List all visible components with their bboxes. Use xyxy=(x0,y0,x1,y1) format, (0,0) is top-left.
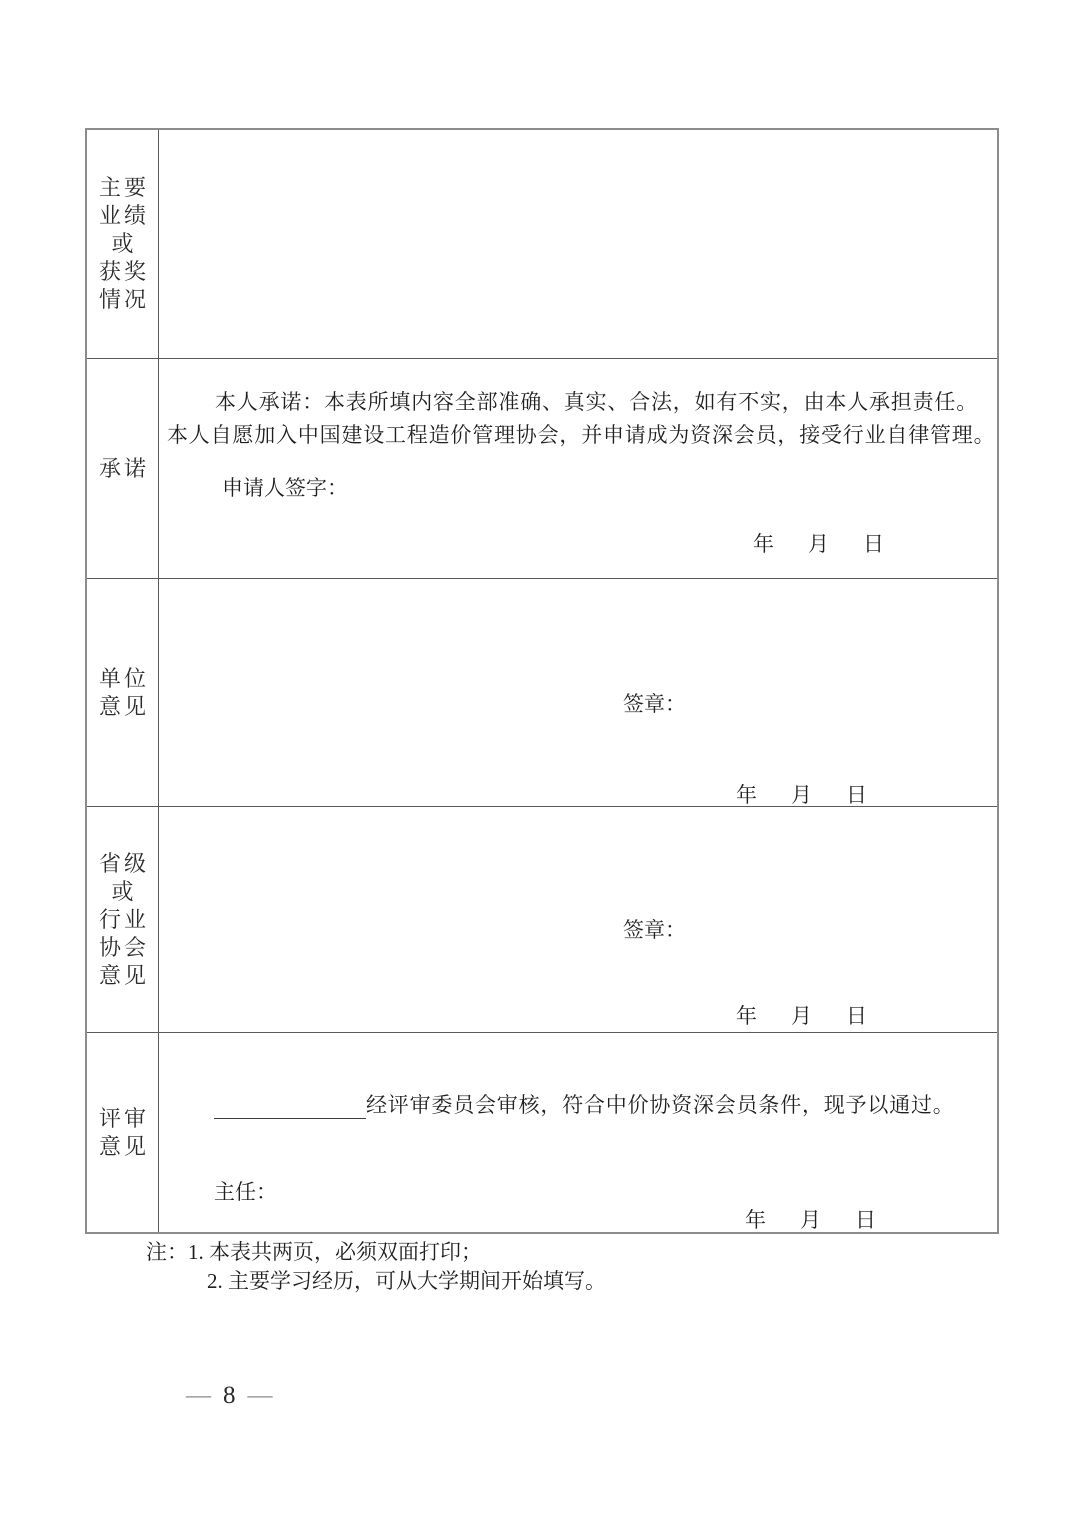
provincial-opinion-content-cell xyxy=(159,806,997,1032)
year-label: 年 xyxy=(745,1208,766,1232)
provincial-opinion-label-line: 意见 xyxy=(98,962,149,988)
unit-opinion-date-line xyxy=(736,779,867,809)
unit-opinion-label xyxy=(96,665,149,721)
membership-form-table xyxy=(85,128,999,1234)
year-label: 年 xyxy=(736,783,757,807)
applicant-signature-label: 申请人签字： xyxy=(222,476,348,500)
review-opinion-date-line xyxy=(745,1204,876,1234)
provincial-opinion-label-line: 省级 xyxy=(98,850,149,876)
unit-opinion-content-cell xyxy=(159,578,997,806)
unit-opinion-label-cell xyxy=(87,578,159,806)
month-label: 月 xyxy=(791,1004,812,1028)
provincial-opinion-label-line: 协会 xyxy=(98,934,149,960)
provincial-opinion-date-line xyxy=(736,1000,867,1030)
footnote-line-1 xyxy=(146,1236,482,1266)
provincial-opinion-label-line: 或 xyxy=(111,878,137,904)
commitment-content-cell xyxy=(159,358,997,578)
footnote-item-2: 2. 主要学习经历，可从大学期间开始填写。 xyxy=(207,1269,606,1293)
provincial-opinion-label-line: 行业 xyxy=(98,906,149,932)
year-label: 年 xyxy=(736,1004,757,1028)
commitment-date-line xyxy=(753,528,884,558)
review-conclusion-text: 经评审委员会审核，符合中价协资深会员条件，现予以通过。 xyxy=(366,1093,955,1117)
page-number xyxy=(186,1382,273,1410)
day-label: 日 xyxy=(855,1208,876,1232)
director-label: 主任： xyxy=(214,1180,277,1204)
day-label: 日 xyxy=(846,783,867,807)
footnote-line-2 xyxy=(207,1265,606,1295)
provincial-seal-label: 签章： xyxy=(623,918,686,942)
commitment-label-cell xyxy=(87,358,159,578)
unit-opinion-label-line: 单位 xyxy=(98,665,149,691)
month-label: 月 xyxy=(791,783,812,807)
day-label: 日 xyxy=(863,532,884,556)
achievements-label-line: 情况 xyxy=(98,287,149,312)
review-opinion-label xyxy=(96,1105,149,1161)
provincial-opinion-label xyxy=(96,850,149,990)
commitment-label: 承诺 xyxy=(98,455,149,481)
footnote-item-1: 1. 本表共两页，必须双面打印； xyxy=(188,1240,482,1264)
achievements-label-line: 获奖 xyxy=(98,259,149,284)
review-opinion-label-line: 意见 xyxy=(98,1133,149,1159)
provincial-opinion-label-cell xyxy=(87,806,159,1032)
review-opinion-label-line: 评审 xyxy=(98,1105,149,1131)
review-conclusion-line xyxy=(214,1089,955,1119)
commitment-statement-line2: 本人自愿加入中国建设工程造价管理协会，并申请成为资深会员，接受行业自律管理。 xyxy=(167,423,996,447)
unit-opinion-label-line: 意见 xyxy=(98,693,149,719)
achievements-label-line: 业绩 xyxy=(98,203,149,228)
fill-in-blank-line xyxy=(214,1093,366,1119)
unit-seal-label: 签章： xyxy=(623,692,686,716)
page-number-right-dash: — xyxy=(247,1382,273,1409)
page-number-left-dash: — xyxy=(186,1382,211,1409)
footnote-prefix: 注： xyxy=(146,1240,188,1264)
commitment-statement-line1: 本人承诺：本表所填内容全部准确、真实、合法，如有不实，由本人承担责任。 xyxy=(215,390,978,414)
achievements-label xyxy=(96,174,149,314)
review-opinion-label-cell xyxy=(87,1032,159,1232)
review-opinion-content-cell xyxy=(159,1032,997,1232)
achievements-label-line: 或 xyxy=(111,231,137,256)
achievements-label-line: 主要 xyxy=(98,175,149,200)
month-label: 月 xyxy=(800,1208,821,1232)
month-label: 月 xyxy=(808,532,829,556)
day-label: 日 xyxy=(846,1004,867,1028)
year-label: 年 xyxy=(753,532,774,556)
page-number-value: 8 xyxy=(223,1382,236,1409)
achievements-blank-area xyxy=(159,130,997,358)
achievements-label-cell xyxy=(87,130,159,358)
